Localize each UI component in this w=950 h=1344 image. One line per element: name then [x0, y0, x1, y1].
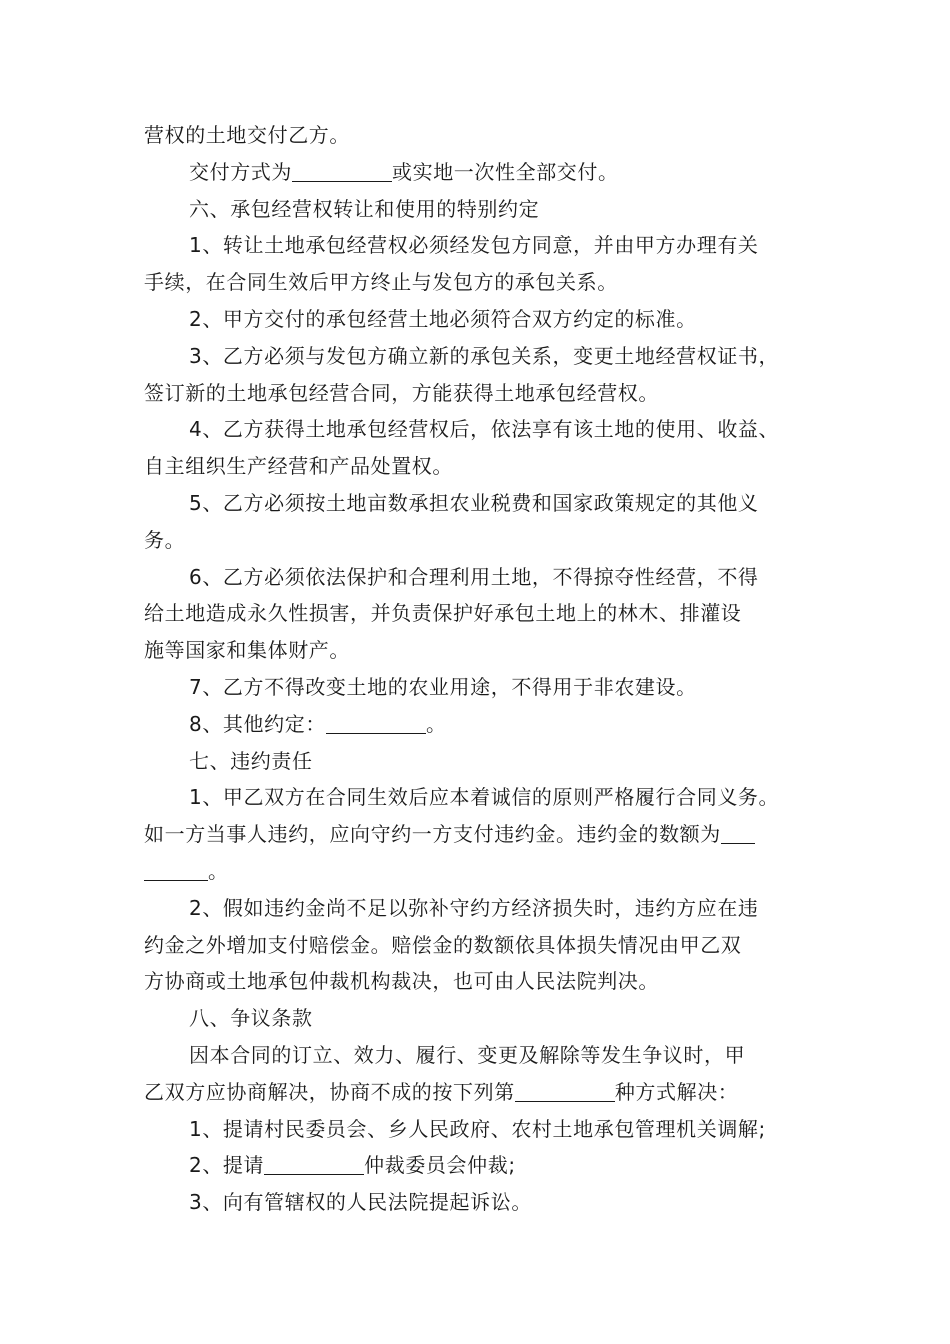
clause-6-7: 7、乙方不得改变土地的农业用途，不得用于非农建设。 [189, 674, 697, 699]
blank-field [144, 858, 208, 881]
blank-field [292, 159, 392, 182]
text-span: 。 [425, 711, 447, 736]
dispute-option-2 [144, 1147, 809, 1184]
dispute-option-3: 3、向有管辖权的人民法院提起诉讼。 [189, 1190, 532, 1215]
dispute-option-1: 1、提请村民委员会、乡人民政府、农村土地承包管理机关调解; [189, 1116, 766, 1141]
clause-6-6-line-2: 给土地造成永久性损害，并负责保护好承包土地上的林木、排灌设 [144, 601, 742, 626]
text-line: 营权的土地交付乙方。 [144, 123, 350, 147]
clause-7-1-line-1: 1、甲乙双方在合同生效后应本着诚信的原则严格履行合同义务。 [189, 785, 780, 810]
clause-7-2-line-1: 2、假如违约金尚不足以弥补守约方经济损失时，违约方应在违 [189, 895, 759, 920]
section-heading-8: 八、争议条款 [189, 1006, 313, 1031]
clause-6-5-line-1: 5、乙方必须按土地亩数承担农业税费和国家政策规定的其他义 [189, 490, 759, 515]
dispute-line-2 [144, 1074, 809, 1111]
clause-6-2: 2、甲方交付的承包经营土地必须符合双方约定的标准。 [189, 306, 697, 331]
blank-field [721, 821, 755, 844]
text-span: 交付方式为 [189, 159, 292, 184]
delivery-method-line [144, 154, 809, 191]
document-page [144, 117, 809, 1221]
text-span: 2、提请 [189, 1153, 265, 1178]
clause-7-2-line-3: 方协商或土地承包仲裁机构裁决，也可由人民法院判决。 [144, 969, 659, 994]
clause-7-2-line-2: 约金之外增加支付赔偿金。赔偿金的数额依具体损失情况由甲乙双 [144, 932, 742, 957]
clause-7-1-line-3 [144, 853, 809, 890]
clause-6-6-line-1: 6、乙方必须依法保护和合理利用土地，不得掠夺性经营，不得 [189, 564, 759, 589]
clause-6-5-line-2: 务。 [144, 527, 186, 552]
clause-6-4-line-2: 自主组织生产经营和产品处置权。 [144, 454, 453, 479]
text-span: 。 [208, 858, 229, 883]
text-span: 8、其他约定： [189, 711, 326, 736]
clause-6-3-line-2: 签订新的土地承包经营合同，方能获得土地承包经营权。 [144, 380, 659, 405]
clause-6-3-line-1: 3、乙方必须与发包方确立新的承包关系，变更土地经营权证书， [189, 343, 780, 368]
blank-field [515, 1079, 615, 1102]
text-span: 或实地一次性全部交付。 [392, 159, 619, 184]
blank-field [264, 1152, 364, 1175]
clause-7-1-line-2 [144, 816, 809, 853]
clause-6-6-line-3: 施等国家和集体财产。 [144, 638, 350, 663]
clause-6-8 [144, 706, 809, 743]
clause-6-1-line-2: 手续，在合同生效后甲方终止与发包方的承包关系。 [144, 270, 618, 295]
clause-6-4-line-1: 4、乙方获得土地承包经营权后，依法享有该土地的使用、收益、 [189, 417, 780, 442]
text-span: 如一方当事人违约，应向守约一方支付违约金。违约金的数额为 [144, 822, 721, 847]
dispute-line-1: 因本合同的订立、效力、履行、变更及解除等发生争议时，甲 [189, 1042, 746, 1067]
text-span: 仲裁委员会仲裁; [364, 1153, 516, 1178]
text-span: 乙双方应协商解决，协商不成的按下列第 [144, 1079, 515, 1104]
section-heading-6: 六、承包经营权转让和使用的特别约定 [189, 196, 540, 221]
clause-6-1-line-1: 1、转让土地承包经营权必须经发包方同意，并由甲方办理有关 [189, 233, 759, 258]
blank-field [326, 711, 426, 734]
text-span: 种方式解决： [614, 1079, 739, 1104]
section-heading-7: 七、违约责任 [189, 748, 313, 773]
